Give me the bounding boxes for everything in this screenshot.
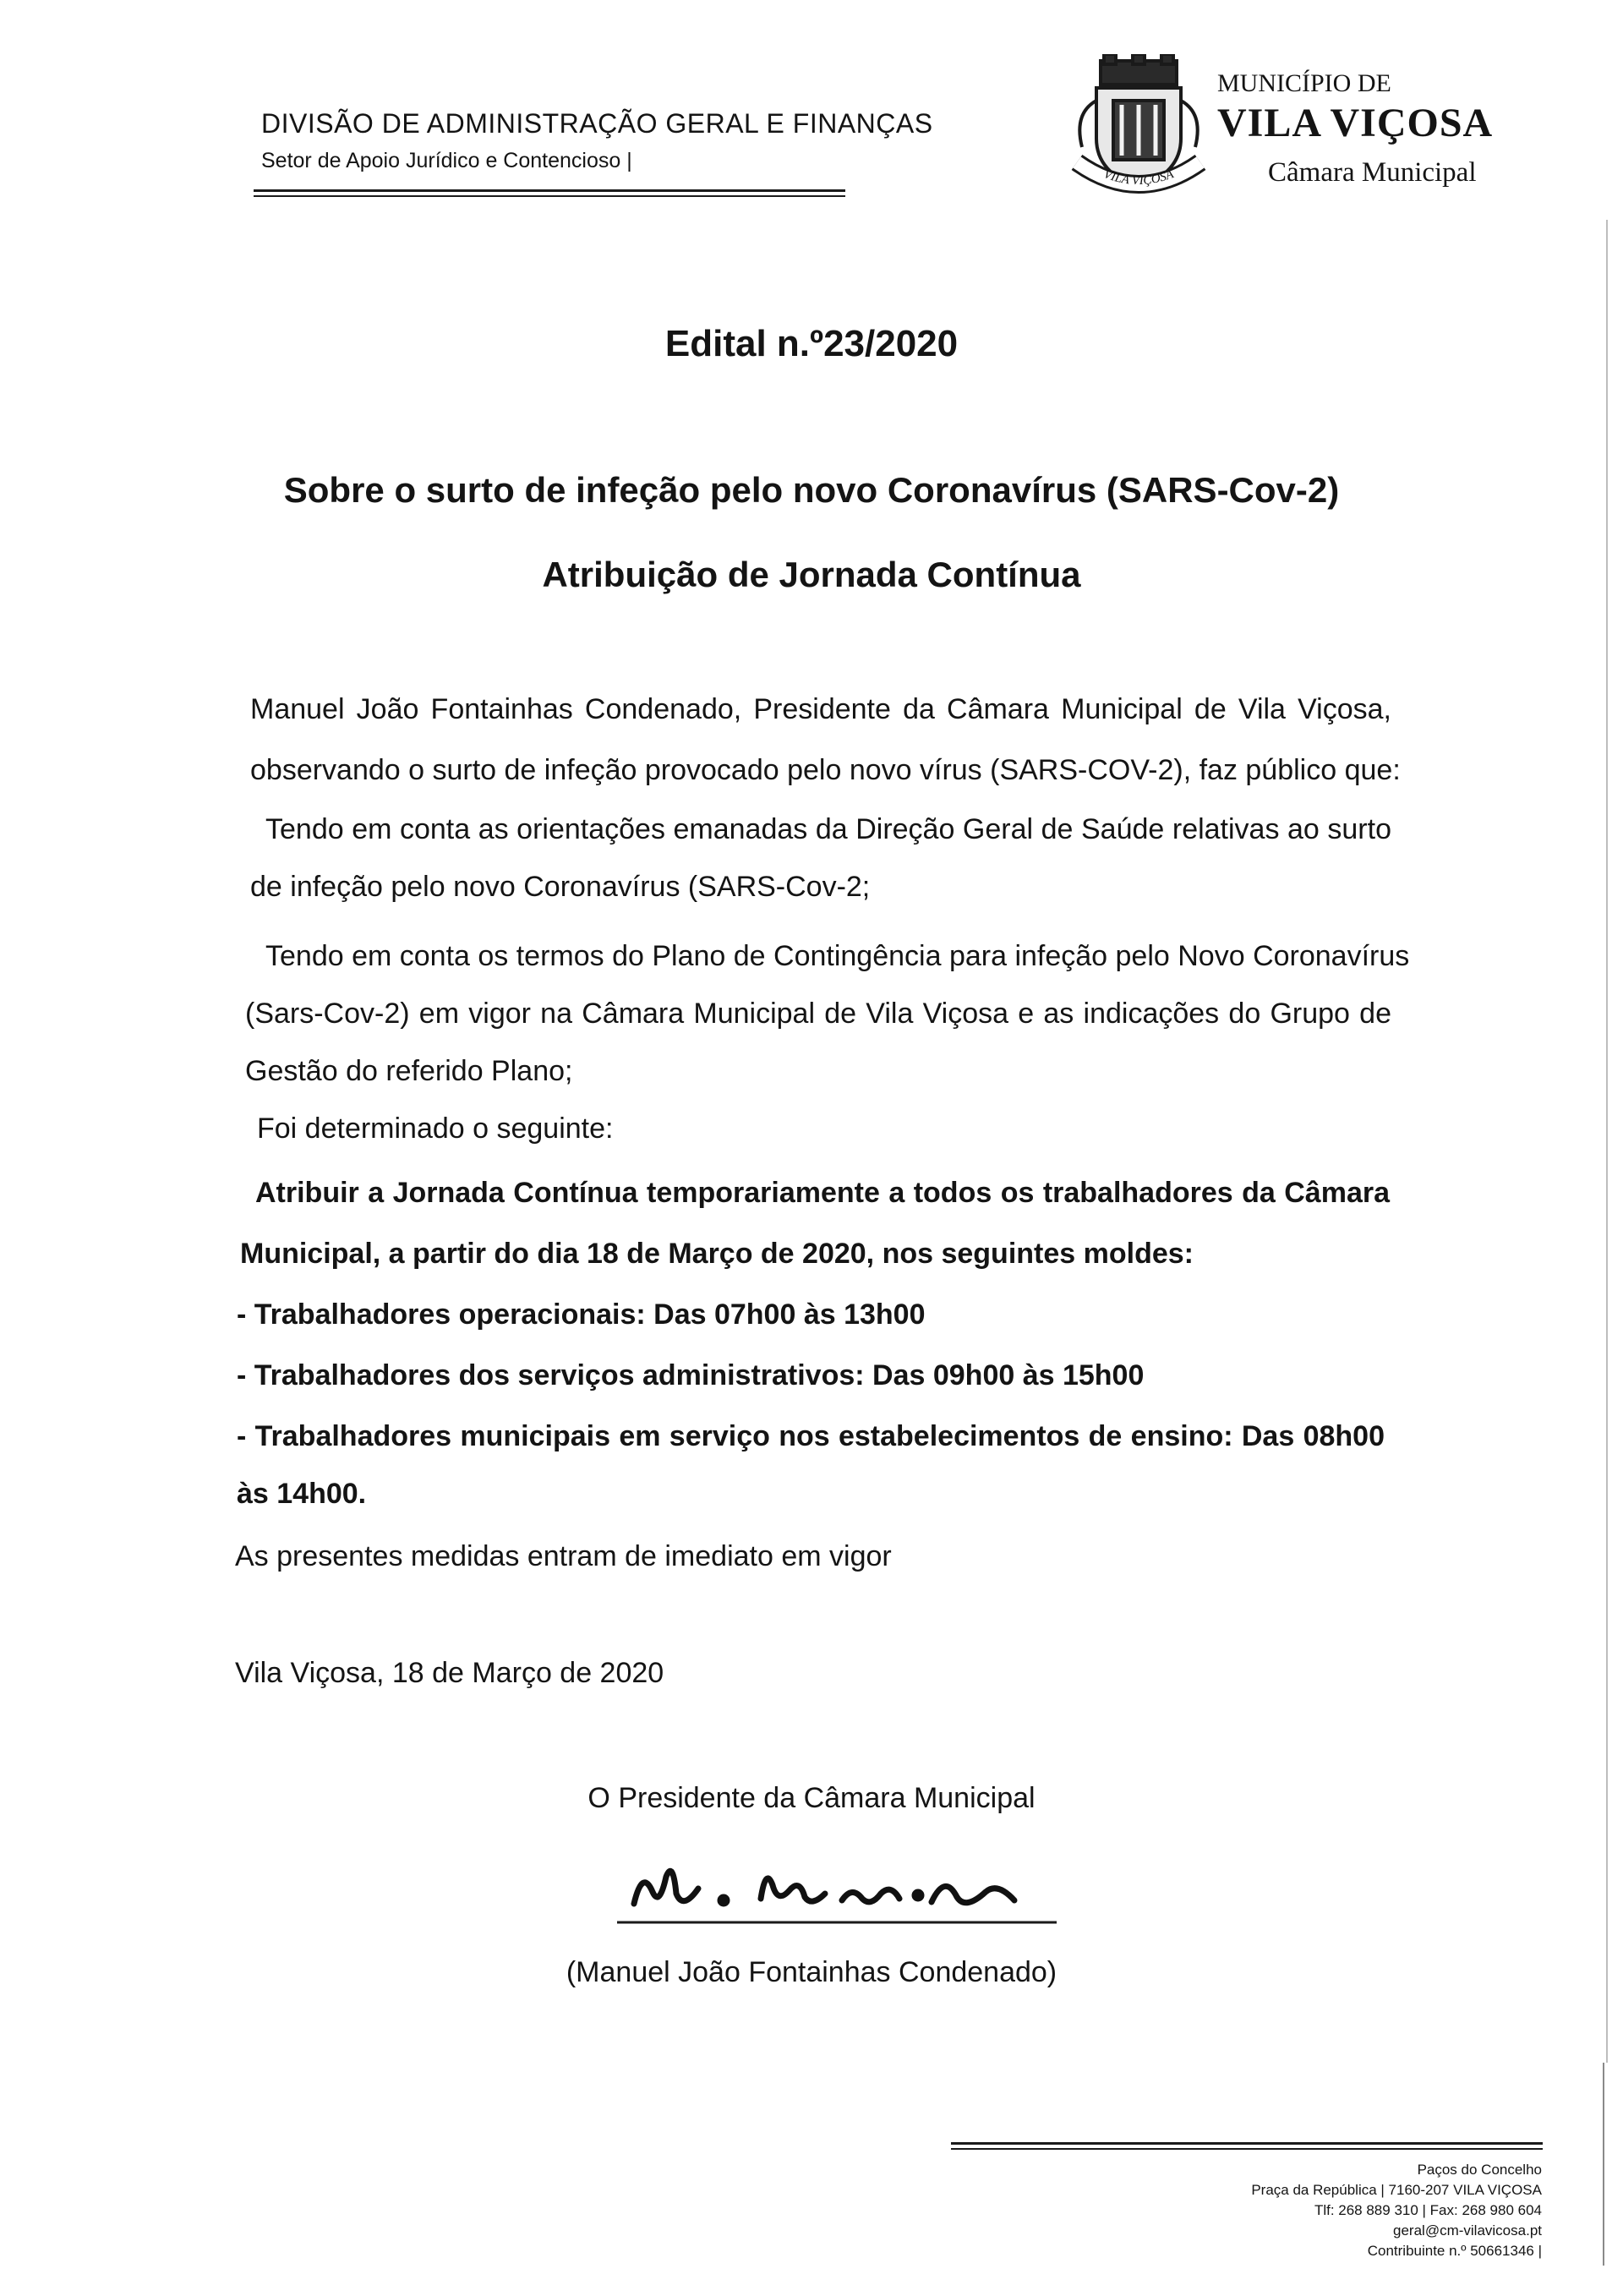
closing-statement: As presentes medidas entram de imediato em vigor — [235, 1540, 892, 1572]
edital-title: Edital n.º23/2020 — [664, 323, 959, 364]
municipality-name: VILA VIÇOSA — [1217, 101, 1494, 145]
schedule-item: - Trabalhadores municipais em serviço nos estabelecimentos de ensino: Das 08h00 — [237, 1420, 1385, 1452]
body-p4: Foi determinado o seguinte: — [257, 1112, 614, 1145]
municipal-crest-icon — [1067, 54, 1210, 203]
body-p2-line1: Tendo em conta as orientações emanadas da Direção Geral de Saúde relativas ao surto — [265, 813, 1391, 845]
header-rule-2 — [254, 195, 845, 197]
body-p5-line2: Municipal, a partir do dia 18 de Março de 2020, nos seguintes moldes: — [240, 1238, 1194, 1270]
footer-phone: Tlf: 268 889 310 | Fax: 268 980 604 — [1314, 2202, 1542, 2218]
footer-line: Paços do Concelho — [1417, 2162, 1542, 2178]
body-p5-line1: Atribuir a Jornada Contínua temporariamente a todos os trabalhadores da Câmara — [255, 1177, 1390, 1209]
footer-rule-2 — [951, 2148, 1543, 2150]
schedule-item-continuation: às 14h00. — [237, 1478, 367, 1510]
schedule-item: - Trabalhadores operacionais: Das 07h00 às 13h00 — [237, 1298, 926, 1331]
place-date: Vila Viçosa, 18 de Março de 2020 — [235, 1657, 664, 1689]
sector-name: Setor de Apoio Jurídico e Contencioso | — [261, 149, 632, 172]
schedule-item: - Trabalhadores dos serviços administrativos: Das 09h00 às 15h00 — [237, 1359, 1145, 1391]
municipality-body: Câmara Municipal — [1268, 157, 1477, 188]
footer-email: geral@cm-vilavicosa.pt — [1393, 2222, 1542, 2239]
crest-ribbon-text: VILA VIÇOSA — [1101, 167, 1176, 189]
division-name: DIVISÃO DE ADMINISTRAÇÃO GERAL E FINANÇAS — [261, 108, 933, 139]
body-p1-line2: observando o surto de infeção provocado pelo novo vírus (SARS-COV-2), faz público que: — [250, 754, 1401, 786]
footer-rule — [951, 2142, 1543, 2145]
municipality-prefix: MUNICÍPIO DE — [1217, 69, 1391, 97]
subtitle-measure: Atribuição de Jornada Contínua — [542, 555, 1081, 594]
body-p1-line1: Manuel João Fontainhas Condenado, Presidente da Câmara Municipal de Vila Viçosa, — [250, 693, 1391, 725]
body-p2-line2: de infeção pelo novo Coronavírus (SARS-Cov-2; — [250, 871, 871, 903]
subtitle-topic: Sobre o surto de infeção pelo novo Coronavírus (SARS-Cov-2) — [283, 470, 1340, 510]
footer-tax-id: Contribuinte n.º 50661346 | — [1367, 2243, 1542, 2259]
signatory-role: O Presidente da Câmara Municipal — [587, 1782, 1036, 1814]
signatory-name: (Manuel João Fontainhas Condenado) — [566, 1956, 1057, 1988]
body-p3-line1: Tendo em conta os termos do Plano de Contingência para infeção pelo Novo Coronavírus — [265, 940, 1410, 972]
footer-address: Praça da República | 7160-207 VILA VIÇOSA — [1251, 2182, 1542, 2198]
scan-edge-mark — [1606, 220, 1608, 2063]
header-rule — [254, 189, 845, 192]
scan-edge-mark — [1603, 2063, 1604, 2266]
handwritten-signature-icon — [617, 1851, 1057, 1927]
body-p3-line2: (Sars-Cov-2) em vigor na Câmara Municipal de Vila Viçosa e as indicações do Grupo de — [245, 998, 1391, 1030]
body-p3-line3: Gestão do referido Plano; — [245, 1055, 573, 1087]
